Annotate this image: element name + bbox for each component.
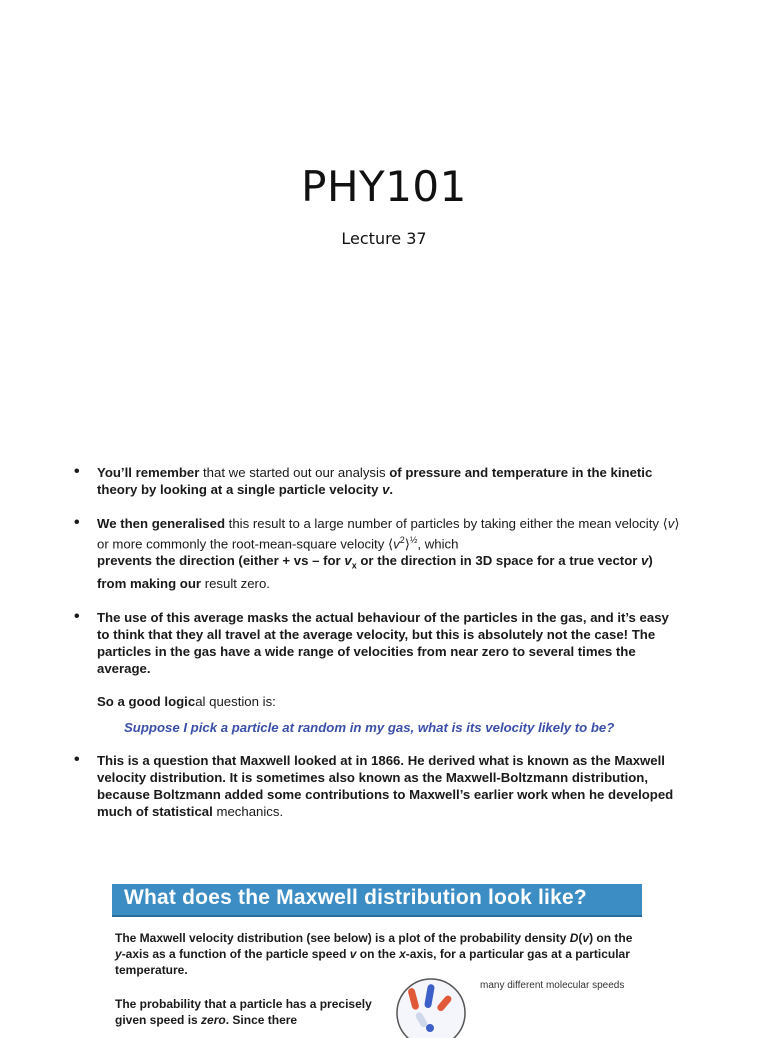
desc-paren-open: ( (578, 931, 583, 945)
molecule-blue-2 (426, 1024, 434, 1032)
desc-y-symbol: y (115, 947, 122, 961)
b2-text-6: prevents the direction (either + vs – for (97, 553, 345, 569)
b2-text-3: ⟩ or more commonly the root-mean-square velocity ⟨ (97, 516, 680, 552)
b2-half-exponent: ½ (409, 535, 418, 545)
desc-text-4: on the (356, 947, 400, 961)
lecture-subtitle: Lecture 37 (341, 229, 427, 248)
diagram-label: many different molecular speeds (480, 980, 625, 991)
logical-text-1: So a good logic (97, 694, 196, 710)
b2-text-2: this result to a large number of particles by taking either the mean velocity ⟨ (225, 516, 668, 531)
probability-paragraph (115, 996, 385, 1028)
b3-text: The use of this average masks the actual behaviour of the particles in the gas, and it’s easy to think that they all travel at the average velocity, but this is absolutely not the case! The particles in the gas have a wide range of velocities from near zero to several times the average. (97, 610, 669, 677)
b2-v-symbol: v (667, 516, 675, 531)
desc-x-symbol: x (399, 947, 406, 961)
logical-text-2: al question is: (195, 694, 276, 710)
bullet-item-4 (74, 752, 684, 820)
bullet-dot-icon: • (74, 463, 80, 480)
desc-paren-close: ) (589, 931, 594, 945)
bullet-item-1 (74, 464, 684, 498)
distribution-description (115, 930, 645, 978)
b1-velocity-symbol: v (382, 482, 390, 497)
b1-text-2: that we started out our analysis (199, 465, 390, 480)
logical-question-lead (74, 693, 684, 710)
b1-text-1: You’ll remember (97, 465, 200, 480)
b2-vx-symbol: v (344, 553, 352, 569)
desc-text-3: -axis as a function of the particle speed (121, 947, 350, 961)
bullet-dot-icon: • (74, 608, 80, 626)
prob-zero: zero (201, 1013, 226, 1027)
bullet-dot-icon: • (74, 514, 80, 531)
b2-text-4: ⟩ (404, 536, 410, 552)
b2-vector-symbol: v (641, 553, 649, 569)
b2-text-9: result zero. (201, 576, 270, 592)
desc-d-symbol: D (569, 931, 579, 945)
b2-subscript: x (351, 561, 357, 572)
b2-v-squared-symbol: v (393, 536, 400, 552)
b4-text-2: developed much of statistical (97, 787, 674, 820)
prob-text-1: The probability that a particle has a precisely given speed is (115, 997, 372, 1027)
bullet-item-3 (74, 609, 684, 677)
desc-text-1: The Maxwell velocity distribution (see below) is a plot of the probability density (115, 931, 570, 945)
b2-text-8: ) from making our (97, 553, 653, 592)
section-banner (112, 884, 642, 917)
desc-text-2: on the (593, 931, 633, 945)
bullet-dot-icon: • (74, 751, 80, 769)
banner-title: What does the Maxwell distribution look like? (124, 886, 587, 909)
desc-v-symbol: v (582, 931, 590, 945)
desc-speed-symbol: v (349, 947, 357, 961)
molecular-speeds-diagram (386, 968, 476, 1038)
page-title: PHY101 (301, 162, 467, 211)
question-text: Suppose I pick a particle at random in my gas, what is its velocity likely to be? (124, 720, 615, 736)
b2-text-1: We then generalised (97, 516, 226, 531)
b2-text-5: , which (417, 536, 459, 552)
desc-text-5: -axis, for a particular gas at a particular temperature. (115, 947, 630, 977)
prob-text-2: . Since there (225, 1013, 298, 1027)
b2-text-7: or the direction in 3D space for a true vector (356, 553, 642, 569)
b1-text-3: of pressure and temperature in the kinetic theory by looking at a single particle velocity (97, 465, 653, 497)
bullet-list (74, 464, 684, 820)
bullet-item-2 (74, 515, 684, 592)
b4-text-1: This is a question that Maxwell looked at in 1866. He derived what is known as the Maxwell velocity distribution. It is sometimes also known as the Maxwell-Boltzmann distribution, because Boltzmann added some contributions to Maxwell’s earlier work when he (97, 753, 665, 803)
b2-superscript: 2 (399, 535, 405, 545)
b1-end: . (389, 482, 394, 497)
b4-text-3: mechanics. (212, 804, 284, 820)
